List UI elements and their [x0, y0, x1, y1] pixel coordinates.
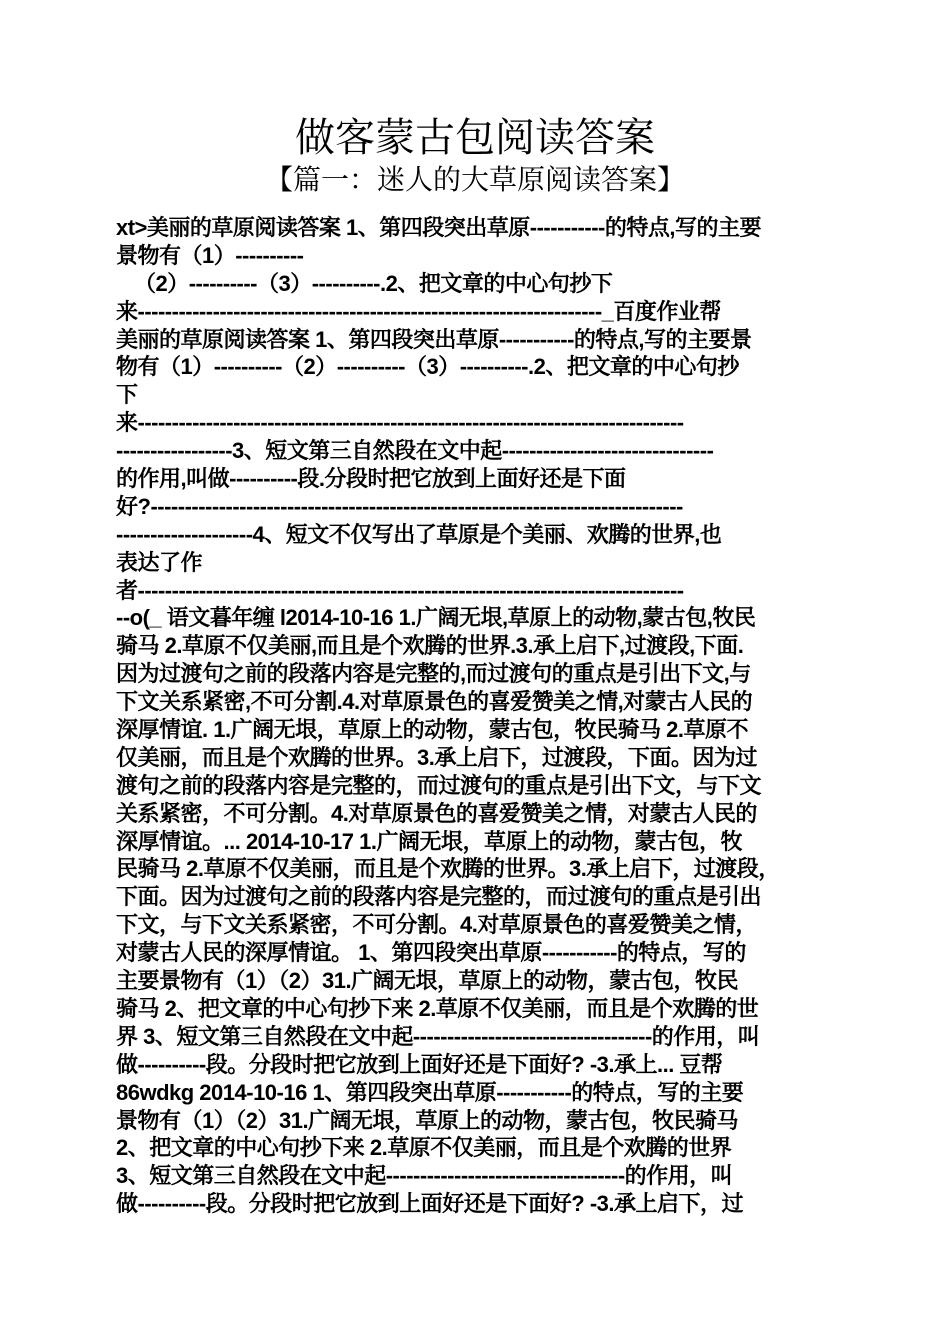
text-line: 景物有（1）----------	[116, 242, 304, 268]
text-line: 对蒙古人民的深厚情谊。 1、第四段突出草原-----------的特点，写的	[116, 940, 746, 966]
text-line: 下文，与下文关系紧密，不可分割。4.对草原景色的喜爱赞美之情，	[116, 912, 757, 938]
text-line: 骑马 2.草原不仅美丽,而且是个欢腾的世界.3.承上启下,过渡段,下面.	[116, 633, 744, 659]
text-line: 下文关系紧密,不可分割.4.对草原景色的喜爱赞美之情,对蒙古人民的	[116, 689, 753, 715]
text-line: 渡句之前的段落内容是完整的，而过渡句的重点是引出下文，与下文	[116, 772, 762, 798]
text-line: --------------------4、短文不仅写出了草原是个美丽、欢腾的世界,也	[116, 521, 722, 547]
text-line: 深厚情谊。... 2014-10-17 1.广阔无垠，草原上的动物，蒙古包，牧	[116, 828, 742, 854]
text-line: xt>美丽的草原阅读答案 1、第四段突出草原-----------的特点,写的主要	[116, 215, 761, 240]
text-line: 86wdkg 2014-10-16 1、第四段突出草原-----------的特点，写的主要	[116, 1079, 744, 1105]
document-body	[116, 214, 838, 1218]
text-line: （2）----------（3）----------.2、把文章的中心句抄下	[134, 270, 613, 296]
text-line: 3、短文第三自然段在文中起-----------------------------------的作用，叫	[116, 1163, 733, 1189]
text-line: 下	[116, 382, 138, 408]
text-line: 下面。因为过渡句之前的段落内容是完整的，而过渡句的重点是引出	[116, 884, 762, 910]
text-line: 骑马 2、把文章的中心句抄下来 2.草原不仅美丽，而且是个欢腾的世	[116, 995, 759, 1021]
text-line: 深厚情谊. 1.广阔无垠，草原上的动物，蒙古包，牧民骑马 2.草原不	[116, 717, 749, 743]
text-line: 来--------------------------------------------------------------------------------	[116, 410, 684, 436]
text-line: 2、把文章的中心句抄下来 2.草原不仅美丽，而且是个欢腾的世界	[116, 1135, 732, 1161]
text-line: --o(_ 语文暮年缠 l2014-10-16 1.广阔无垠,草原上的动物,蒙古包,牧民	[116, 605, 756, 631]
text-line: 仅美丽，而且是个欢腾的世界。3.承上启下，过渡段，下面。因为过	[116, 744, 757, 770]
text-line: 做----------段。分段时把它放到上面好还是下面好? -3.承上... 豆帮	[116, 1051, 723, 1077]
text-line: 好?------------------------------------------------------------------------------	[116, 493, 683, 519]
document-subtitle: 【篇一：迷人的大草原阅读答案】	[264, 164, 685, 195]
text-line: 表达了作	[116, 549, 203, 575]
text-line: 主要景物有（1）（2）31.广阔无垠，草原上的动物，蒙古包，牧民	[116, 968, 739, 994]
text-line: 民骑马 2.草原不仅美丽，而且是个欢腾的世界。3.承上启下，过渡段，	[116, 856, 780, 882]
text-line: 界 3、短文第三自然段在文中起-----------------------------------的作用，叫	[116, 1023, 760, 1049]
text-line: 者--------------------------------------------------------------------------------	[116, 577, 684, 603]
text-line: 来--------------------------------------------------------------------_百度作业帮	[116, 298, 721, 324]
text-line: 因为过渡句之前的段落内容是完整的,而过渡句的重点是引出下文,与	[116, 661, 751, 687]
document-title: 做客蒙古包阅读答案	[295, 116, 655, 160]
text-line: 美丽的草原阅读答案 1、第四段突出草原-----------的特点,写的主要景	[116, 326, 752, 352]
text-line: 做----------段。分段时把它放到上面好还是下面好? -3.承上启下，过	[116, 1191, 743, 1217]
text-line: -----------------3、短文第三自然段在文中起-------------------------------	[116, 438, 714, 464]
text-line: 景物有（1）（2）31.广阔无垠，草原上的动物，蒙古包，牧民骑马	[116, 1107, 739, 1133]
text-line: 关系紧密，不可分割。4.对草原景色的喜爱赞美之情，对蒙古人民的	[116, 800, 757, 826]
text-line: 的作用,叫做----------段.分段时把它放到上面好还是下面	[116, 466, 626, 492]
text-line: 物有（1）----------（2）----------（3）----------.2、把文章的中心句抄	[116, 354, 739, 380]
